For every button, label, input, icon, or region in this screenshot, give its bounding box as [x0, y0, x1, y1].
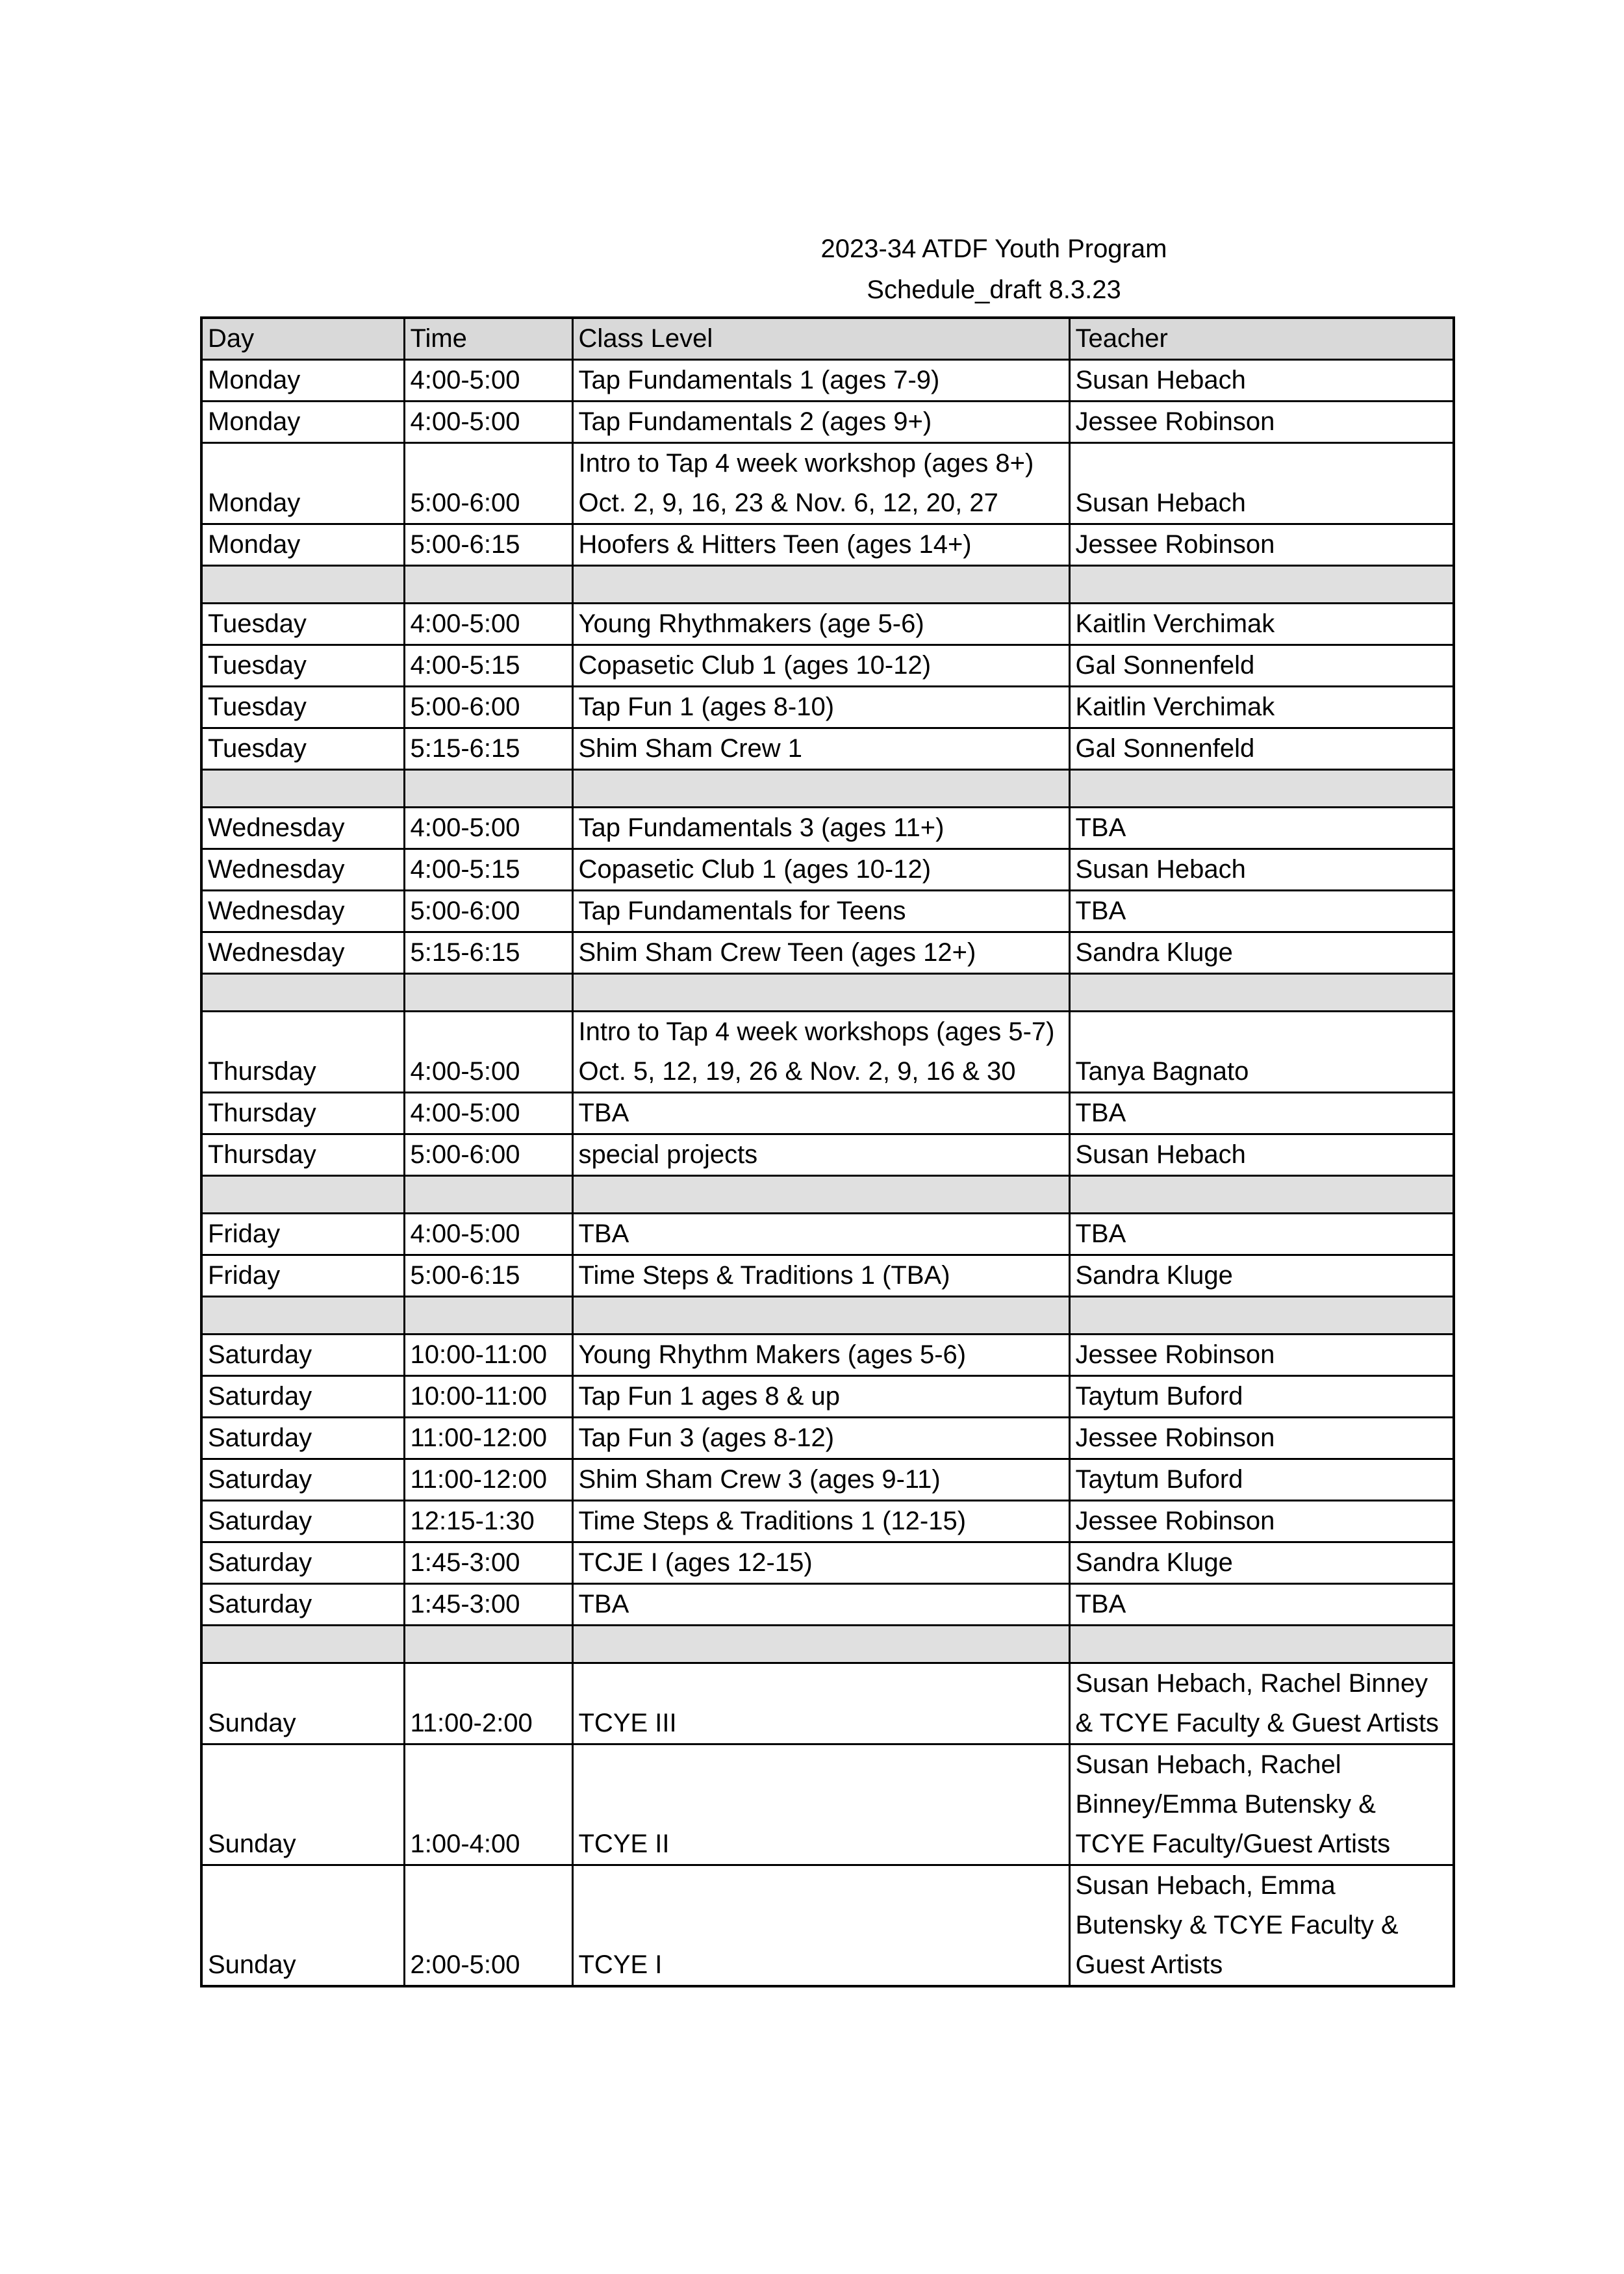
- table-row: [201, 1663, 1454, 1744]
- cell-teacher: Jessee Robinson: [1069, 1335, 1454, 1376]
- cell-teacher: Taytum Buford: [1069, 1376, 1454, 1418]
- cell-time: 1:45-3:00: [404, 1584, 572, 1626]
- cell-day: Saturday: [201, 1376, 404, 1418]
- cell-day: Wednesday: [201, 849, 404, 891]
- cell-day: Saturday: [201, 1584, 404, 1626]
- cell-day: Sunday: [201, 1663, 404, 1744]
- cell-class-level: Intro to Tap 4 week workshops (ages 5-7) Oct. 5, 12, 19, 26 & Nov. 2, 9, 16 & 30: [572, 1012, 1069, 1093]
- spacer-cell: [1069, 1626, 1454, 1663]
- cell-class-level: Tap Fun 3 (ages 8-12): [572, 1418, 1069, 1459]
- cell-teacher: Tanya Bagnato: [1069, 1012, 1454, 1093]
- cell-time: 5:00-6:00: [404, 687, 572, 728]
- table-row: [201, 932, 1454, 974]
- cell-class-level: Tap Fun 1 (ages 8-10): [572, 687, 1069, 728]
- cell-class-level: TBA: [572, 1584, 1069, 1626]
- cell-teacher: TBA: [1069, 1214, 1454, 1255]
- cell-time: 5:00-6:00: [404, 891, 572, 932]
- spacer-cell: [1069, 974, 1454, 1012]
- cell-teacher: Sandra Kluge: [1069, 1255, 1454, 1297]
- table-row: [201, 360, 1454, 402]
- spacer-cell: [1069, 770, 1454, 808]
- cell-teacher: Jessee Robinson: [1069, 402, 1454, 443]
- cell-teacher: Susan Hebach: [1069, 360, 1454, 402]
- cell-day: Monday: [201, 360, 404, 402]
- table-row: [201, 849, 1454, 891]
- cell-day: Friday: [201, 1214, 404, 1255]
- cell-class-level: TCYE I: [572, 1865, 1069, 1987]
- spacer-cell: [572, 566, 1069, 604]
- schedule-body: [201, 360, 1454, 1987]
- cell-time: 4:00-5:00: [404, 808, 572, 849]
- cell-teacher: Taytum Buford: [1069, 1459, 1454, 1501]
- cell-day: Friday: [201, 1255, 404, 1297]
- cell-day: Wednesday: [201, 808, 404, 849]
- spacer-cell: [572, 974, 1069, 1012]
- cell-time: 4:00-5:00: [404, 1214, 572, 1255]
- cell-class-level: Time Steps & Traditions 1 (TBA): [572, 1255, 1069, 1297]
- spacer-cell: [201, 974, 404, 1012]
- cell-day: Wednesday: [201, 891, 404, 932]
- cell-class-level: Tap Fundamentals 1 (ages 7-9): [572, 360, 1069, 402]
- table-row: [201, 1744, 1454, 1865]
- cell-class-level: Shim Sham Crew 1: [572, 728, 1069, 770]
- cell-teacher: Gal Sonnenfeld: [1069, 645, 1454, 687]
- cell-class-level: Young Rhythmakers (age 5-6): [572, 604, 1069, 645]
- table-row: [201, 402, 1454, 443]
- spacer-cell: [1069, 1297, 1454, 1335]
- cell-teacher: Kaitlin Verchimak: [1069, 687, 1454, 728]
- table-row: [201, 1542, 1454, 1584]
- cell-day: Saturday: [201, 1542, 404, 1584]
- cell-day: Tuesday: [201, 604, 404, 645]
- spacer-row: [201, 1626, 1454, 1663]
- header-row: [201, 318, 1454, 360]
- cell-time: 4:00-5:00: [404, 1093, 572, 1134]
- cell-teacher: Kaitlin Verchimak: [1069, 604, 1454, 645]
- cell-time: 4:00-5:15: [404, 849, 572, 891]
- column-header-time: Time: [404, 318, 572, 360]
- cell-teacher: Sandra Kluge: [1069, 932, 1454, 974]
- table-row: [201, 1376, 1454, 1418]
- cell-class-level: TBA: [572, 1214, 1069, 1255]
- cell-day: Tuesday: [201, 645, 404, 687]
- cell-day: Thursday: [201, 1134, 404, 1176]
- cell-time: 5:15-6:15: [404, 932, 572, 974]
- title-line-draft: Schedule_draft 8.3.23: [867, 275, 1121, 304]
- spacer-cell: [404, 1626, 572, 1663]
- cell-time: 11:00-2:00: [404, 1663, 572, 1744]
- table-row: [201, 645, 1454, 687]
- cell-day: Saturday: [201, 1459, 404, 1501]
- document-title: [650, 229, 1338, 311]
- cell-time: 5:00-6:00: [404, 443, 572, 524]
- cell-day: Saturday: [201, 1418, 404, 1459]
- cell-teacher: Jessee Robinson: [1069, 1418, 1454, 1459]
- spacer-cell: [201, 1176, 404, 1214]
- table-row: [201, 1418, 1454, 1459]
- cell-teacher: Susan Hebach, Emma Butensky & TCYE Faculty & Guest Artists: [1069, 1865, 1454, 1987]
- cell-day: Tuesday: [201, 728, 404, 770]
- spacer-row: [201, 566, 1454, 604]
- cell-day: Thursday: [201, 1093, 404, 1134]
- cell-day: Saturday: [201, 1335, 404, 1376]
- spacer-cell: [404, 974, 572, 1012]
- cell-day: Monday: [201, 402, 404, 443]
- cell-teacher: TBA: [1069, 808, 1454, 849]
- cell-time: 4:00-5:00: [404, 604, 572, 645]
- table-row: [201, 1584, 1454, 1626]
- spacer-cell: [404, 770, 572, 808]
- cell-day: Monday: [201, 443, 404, 524]
- cell-day: Wednesday: [201, 932, 404, 974]
- spacer-cell: [1069, 566, 1454, 604]
- cell-teacher: Jessee Robinson: [1069, 524, 1454, 566]
- cell-teacher: TBA: [1069, 1584, 1454, 1626]
- table-row: [201, 443, 1454, 524]
- table-row: [201, 1134, 1454, 1176]
- cell-day: Monday: [201, 524, 404, 566]
- table-row: [201, 1335, 1454, 1376]
- cell-day: Tuesday: [201, 687, 404, 728]
- cell-time: 5:00-6:15: [404, 1255, 572, 1297]
- cell-day: Thursday: [201, 1012, 404, 1093]
- cell-class-level: Tap Fundamentals 2 (ages 9+): [572, 402, 1069, 443]
- spacer-cell: [572, 1176, 1069, 1214]
- spacer-cell: [404, 566, 572, 604]
- cell-time: 1:00-4:00: [404, 1744, 572, 1865]
- spacer-cell: [201, 566, 404, 604]
- cell-teacher: Jessee Robinson: [1069, 1501, 1454, 1542]
- cell-time: 10:00-11:00: [404, 1335, 572, 1376]
- spacer-cell: [404, 1176, 572, 1214]
- spacer-cell: [404, 1297, 572, 1335]
- cell-time: 4:00-5:00: [404, 360, 572, 402]
- cell-teacher: Susan Hebach: [1069, 443, 1454, 524]
- spacer-cell: [201, 770, 404, 808]
- spacer-row: [201, 1176, 1454, 1214]
- table-row: [201, 1255, 1454, 1297]
- cell-time: 5:00-6:00: [404, 1134, 572, 1176]
- cell-day: Sunday: [201, 1865, 404, 1987]
- spacer-row: [201, 974, 1454, 1012]
- spacer-row: [201, 1297, 1454, 1335]
- cell-class-level: Tap Fun 1 ages 8 & up: [572, 1376, 1069, 1418]
- cell-class-level: Young Rhythm Makers (ages 5-6): [572, 1335, 1069, 1376]
- schedule-table: [200, 316, 1455, 1987]
- cell-teacher: TBA: [1069, 891, 1454, 932]
- cell-class-level: Time Steps & Traditions 1 (12-15): [572, 1501, 1069, 1542]
- cell-class-level: Copasetic Club 1 (ages 10-12): [572, 645, 1069, 687]
- cell-teacher: Sandra Kluge: [1069, 1542, 1454, 1584]
- cell-teacher: Susan Hebach, Rachel Binney & TCYE Faculty & Guest Artists: [1069, 1663, 1454, 1744]
- spacer-cell: [201, 1297, 404, 1335]
- table-row: [201, 1865, 1454, 1987]
- cell-class-level: Tap Fundamentals 3 (ages 11+): [572, 808, 1069, 849]
- cell-time: 4:00-5:00: [404, 1012, 572, 1093]
- table-row: [201, 1012, 1454, 1093]
- cell-class-level: Shim Sham Crew Teen (ages 12+): [572, 932, 1069, 974]
- table-row: [201, 891, 1454, 932]
- cell-teacher: Susan Hebach: [1069, 1134, 1454, 1176]
- table-row: [201, 1093, 1454, 1134]
- cell-class-level: Copasetic Club 1 (ages 10-12): [572, 849, 1069, 891]
- spacer-cell: [572, 1297, 1069, 1335]
- cell-time: 12:15-1:30: [404, 1501, 572, 1542]
- spacer-cell: [572, 770, 1069, 808]
- cell-time: 10:00-11:00: [404, 1376, 572, 1418]
- cell-teacher: Susan Hebach: [1069, 849, 1454, 891]
- title-line-program: 2023-34 ATDF Youth Program: [820, 235, 1167, 263]
- table-row: [201, 1214, 1454, 1255]
- cell-class-level: TCYE II: [572, 1744, 1069, 1865]
- cell-time: 2:00-5:00: [404, 1865, 572, 1987]
- table-row: [201, 728, 1454, 770]
- table-row: [201, 808, 1454, 849]
- cell-class-level: TCJE I (ages 12-15): [572, 1542, 1069, 1584]
- spacer-cell: [201, 1626, 404, 1663]
- cell-class-level: Tap Fundamentals for Teens: [572, 891, 1069, 932]
- cell-time: 5:15-6:15: [404, 728, 572, 770]
- cell-time: 4:00-5:15: [404, 645, 572, 687]
- spacer-cell: [1069, 1176, 1454, 1214]
- cell-teacher: Susan Hebach, Rachel Binney/Emma Butensky & TCYE Faculty/Guest Artists: [1069, 1744, 1454, 1865]
- table-row: [201, 1459, 1454, 1501]
- cell-class-level: TCYE III: [572, 1663, 1069, 1744]
- cell-time: 4:00-5:00: [404, 402, 572, 443]
- cell-class-level: Hoofers & Hitters Teen (ages 14+): [572, 524, 1069, 566]
- cell-day: Sunday: [201, 1744, 404, 1865]
- column-header-teacher: Teacher: [1069, 318, 1454, 360]
- cell-time: 5:00-6:15: [404, 524, 572, 566]
- cell-class-level: TBA: [572, 1093, 1069, 1134]
- cell-time: 1:45-3:00: [404, 1542, 572, 1584]
- column-header-day: Day: [201, 318, 404, 360]
- spacer-row: [201, 770, 1454, 808]
- column-header-class-level: Class Level: [572, 318, 1069, 360]
- cell-teacher: Gal Sonnenfeld: [1069, 728, 1454, 770]
- table-row: [201, 1501, 1454, 1542]
- cell-teacher: TBA: [1069, 1093, 1454, 1134]
- table-row: [201, 687, 1454, 728]
- cell-time: 11:00-12:00: [404, 1459, 572, 1501]
- cell-class-level: Intro to Tap 4 week workshop (ages 8+) Oct. 2, 9, 16, 23 & Nov. 6, 12, 20, 27: [572, 443, 1069, 524]
- cell-day: Saturday: [201, 1501, 404, 1542]
- spacer-cell: [572, 1626, 1069, 1663]
- table-row: [201, 524, 1454, 566]
- cell-time: 11:00-12:00: [404, 1418, 572, 1459]
- cell-class-level: special projects: [572, 1134, 1069, 1176]
- cell-class-level: Shim Sham Crew 3 (ages 9-11): [572, 1459, 1069, 1501]
- table-row: [201, 604, 1454, 645]
